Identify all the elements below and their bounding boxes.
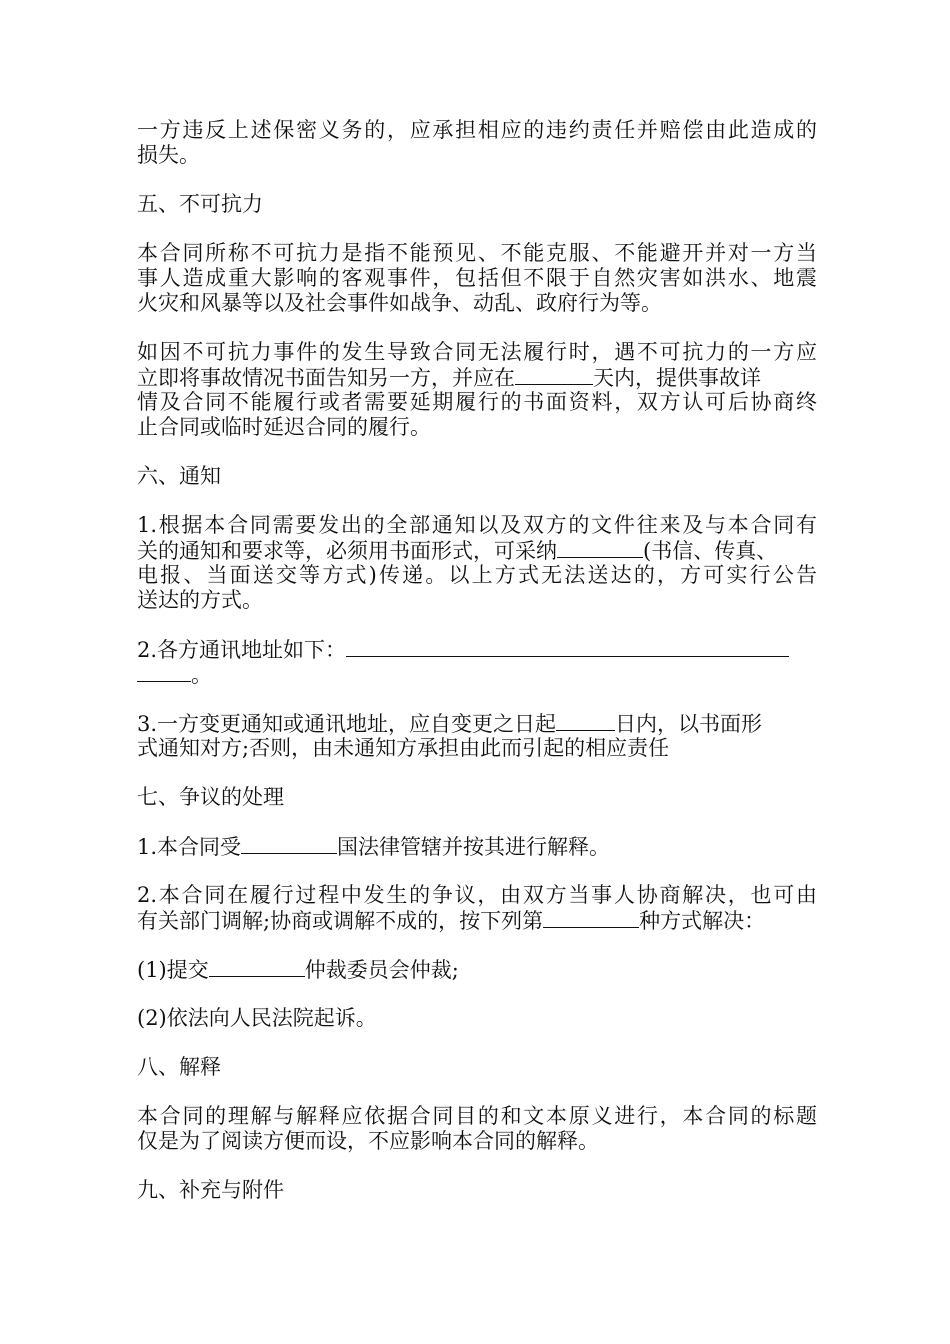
text-line: [137, 538, 817, 563]
paragraph-address-change: [137, 711, 817, 761]
text-segment: 1.本合同受: [137, 835, 242, 859]
text-segment: (1)提交: [137, 958, 209, 982]
text-segment: 。: [191, 663, 212, 687]
text-line: [137, 637, 817, 662]
address-blank[interactable]: [346, 637, 789, 657]
text-segment: 有关部门调解;协商或调解不成的，按下列第: [137, 909, 544, 933]
paragraph-arbitration-option: [137, 957, 817, 982]
paragraph-addresses: [137, 637, 817, 687]
heading-force-majeure: 五、不可抗力: [137, 192, 263, 216]
text-line: 一方违反上述保密义务的，应承担相应的违约责任并赔偿由此造成的: [137, 118, 817, 142]
paragraph-governing-law: [137, 834, 817, 859]
text-line: 损失。: [137, 143, 200, 167]
heading-interpretation: 八、解释: [137, 1055, 221, 1079]
text-segment: 日内，以书面形: [615, 712, 763, 736]
paragraph-force-majeure-definition: [137, 241, 817, 316]
text-line: [137, 834, 817, 859]
text-line: 送达的方式。: [137, 588, 263, 612]
days-blank[interactable]: [515, 365, 593, 385]
text-line: 电报、当面送交等方式)传递。以上方式无法送达的，方可实行公告: [137, 563, 817, 587]
text-line: 止合同或临时延迟合同的履行。: [137, 415, 431, 439]
text-segment: 种方式解决：: [639, 909, 766, 933]
method-blank[interactable]: [557, 538, 643, 558]
text-line: 本合同所称不可抗力是指不能预见、不能克服、不能避开并对一方当: [137, 241, 817, 265]
text-segment: 天内，提供事故详: [593, 366, 761, 390]
paragraph-dispute-method: [137, 883, 817, 933]
option-number-blank[interactable]: [543, 908, 639, 928]
days-blank[interactable]: [556, 711, 615, 731]
heading-supplements-attachments: 九、补充与附件: [137, 1178, 284, 1202]
text-line: 式通知对方;否则，由未通知方承担由此而引起的相应责任: [137, 736, 670, 760]
text-line: [137, 908, 817, 933]
text-segment: 立即将事故情况书面告知另一方，并应在: [137, 366, 515, 390]
text-line: 情及合同不能履行或者需要延期履行的书面资料，双方认可后协商终: [137, 390, 817, 414]
text-segment: 国法律管辖并按其进行解释。: [337, 835, 611, 859]
text-line: 2.本合同在履行过程中发生的争议，由双方当事人协商解决，也可由: [137, 883, 817, 907]
address-blank-continued[interactable]: [137, 662, 191, 682]
text-line: 本合同的理解与解释应依据合同目的和文本原义进行，本合同的标题: [137, 1104, 817, 1128]
contract-body: [137, 118, 817, 1227]
paragraph-interpretation: [137, 1104, 817, 1154]
text-line: [137, 662, 817, 687]
paragraph-notice-form: [137, 513, 817, 613]
text-segment: 2.各方通讯地址如下：: [137, 638, 347, 662]
paragraph-confidentiality-breach: [137, 118, 817, 168]
text-line: [137, 711, 817, 736]
heading-notice: 六、通知: [137, 464, 221, 488]
text-segment: 仲裁委员会仲裁;: [304, 958, 459, 982]
text-line: [137, 957, 817, 982]
text-segment: (书信、传真、: [643, 539, 778, 563]
heading-dispute-resolution: 七、争议的处理: [137, 785, 284, 809]
text-line: 事人造成重大影响的客观事件，包括但不限于自然灾害如洪水、地震: [137, 266, 817, 290]
text-segment: 关的通知和要求等，必须用书面形式，可采纳: [137, 539, 557, 563]
text-line: 仅是为了阅读方便而设，不应影响本合同的解释。: [137, 1129, 599, 1153]
text-line: 火灾和风暴等以及社会事件如战争、动乱、政府行为等。: [137, 291, 662, 315]
text-segment: 3.一方变更通知或通讯地址，应自变更之日起: [137, 712, 557, 736]
paragraph-litigation-option: (2)依法向人民法院起诉。: [137, 1006, 377, 1030]
text-line: 1.根据本合同需要发出的全部通知以及双方的文件往来及与本合同有: [137, 513, 817, 537]
text-line: [137, 365, 817, 390]
text-line: 如因不可抗力事件的发生导致合同无法履行时，遇不可抗力的一方应: [137, 340, 817, 364]
country-blank[interactable]: [241, 834, 337, 854]
arbitration-commission-blank[interactable]: [209, 957, 305, 977]
paragraph-force-majeure-procedure: [137, 340, 817, 440]
